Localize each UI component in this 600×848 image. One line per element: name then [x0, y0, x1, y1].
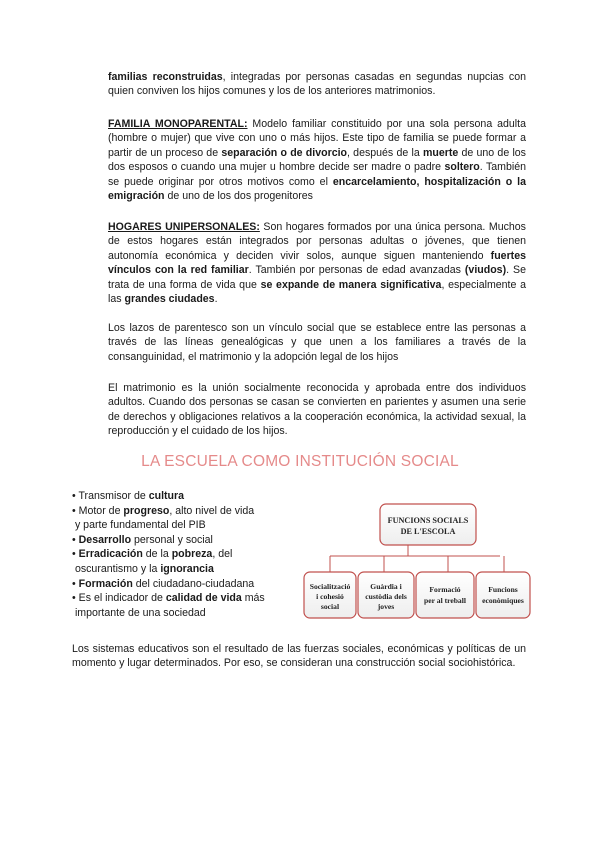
child-1-line-1: Socialització — [309, 582, 351, 591]
child-box-rect — [416, 572, 474, 618]
list-item — [72, 489, 312, 504]
bold-text: se expande de manera significativa — [260, 278, 442, 291]
child-3-line-2: per al treball — [424, 596, 466, 605]
diagram-child-2 — [358, 572, 414, 618]
text: de uno de los dos esposos o cuando una mujer u hombre decide ser madre o padre — [108, 146, 526, 174]
child-3-line-1: Formació — [429, 585, 461, 594]
diagram-root-box — [380, 504, 476, 545]
paragraph-familia-monoparental — [108, 117, 526, 203]
text: , después de la — [347, 146, 423, 159]
bold-text: progreso — [123, 504, 170, 517]
text: , especialmente a las — [108, 278, 526, 306]
bold-text: pobreza — [171, 548, 213, 561]
text: y parte fundamental del PIB — [72, 519, 206, 532]
paragraph-sistemas-educativos: Los sistemas educativos son el resultado de las fuerzas sociales, económicas y políticas de un momento y lugar determinados. Por eso, se consideran una construcción social sociohistórica. — [72, 643, 526, 670]
text: oscurantismo y la — [72, 562, 161, 575]
list-item — [72, 518, 312, 533]
text: . Se trata de una forma de vida que — [108, 264, 526, 291]
bold-text: Erradicación — [78, 548, 143, 561]
diagram-child-4 — [476, 572, 530, 618]
bold-text: encarcelamiento, hospitalización o la emigración — [108, 175, 526, 203]
child-1-line-2: i cohesió — [316, 592, 344, 601]
text: • — [72, 533, 79, 546]
bold-text: muerte — [422, 146, 459, 159]
text: . También se puede originar por otros motivos como el — [108, 161, 526, 188]
functions-diagram — [300, 490, 532, 620]
text: . — [214, 293, 218, 306]
text: . También por personas de edad avanzadas — [248, 264, 465, 277]
text: • Motor de — [72, 504, 124, 517]
paragraph-familias-reconstruidas — [108, 70, 526, 99]
text: de uno de los dos progenitores — [164, 190, 313, 203]
text: Modelo familiar constituido por una sola persona adulta (hombre o mujer) que vive con uno o más hijos. Este tipo de familia se puede formar a partir de un proceso de — [108, 118, 526, 159]
root-line-2: DE L'ESCOLA — [400, 527, 456, 536]
text: • — [72, 548, 79, 561]
text: • Transmisor de — [72, 490, 149, 502]
root-line-1: FUNCIONS SOCIALS — [387, 516, 469, 525]
text: , del — [212, 548, 233, 561]
bold-text: (viudos) — [464, 264, 507, 277]
section-heading: FAMILIA MONOPARENTAL: — [108, 118, 248, 130]
list-item — [72, 562, 312, 577]
bold-text: cultura — [148, 490, 185, 502]
text: del ciudadano-ciudadana — [132, 577, 255, 590]
bold-text: soltero — [444, 161, 480, 174]
child-4-line-1: Funcions — [488, 585, 518, 594]
child-2-line-3: joves — [377, 602, 395, 611]
bold-text: fuertes vínculos con la red familiar — [108, 249, 526, 277]
child-2-line-2: custòdia dels — [365, 592, 407, 601]
text: personal y social — [131, 533, 213, 546]
diagram-child-1 — [304, 572, 356, 618]
bold-text: Formación — [78, 577, 133, 590]
child-4-line-2: econòmiques — [482, 596, 524, 605]
list-item — [72, 606, 312, 621]
section-heading: HOGARES UNIPERSONALES: — [108, 221, 260, 233]
list-item — [72, 504, 312, 519]
list-item — [72, 547, 312, 562]
bold-text: Desarrollo — [78, 533, 132, 546]
paragraph-lazos-parentesco: Los lazos de parentesco son un vínculo social que se establece entre las personas a través de las líneas genealógicas y que unen a los familiares a través de la consanguinidad, el matrimonio y la adopción legal de los hijos — [108, 322, 526, 363]
text: Son hogares formados por una única persona. Muchos de estos hogares están integrados por personas adultas o jóvenes, que tienen autonomía económica y deciden vivir solos, aunque siguen manteniendo — [108, 221, 526, 262]
child-box-rect — [476, 572, 530, 618]
text: , alto nivel de vida — [169, 504, 255, 517]
bullet-list — [72, 489, 312, 620]
text: • Es el indicador de — [72, 592, 166, 605]
section-title: LA ESCUELA COMO INSTITUCIÓN SOCIAL — [141, 453, 459, 470]
list-item — [72, 591, 312, 606]
text: de la — [142, 548, 172, 561]
connector-lines — [330, 545, 504, 572]
bold-text: grandes ciudades — [124, 293, 215, 306]
list-item — [72, 577, 312, 592]
child-1-line-3: social — [320, 602, 340, 611]
bold-text: calidad de vida — [165, 592, 242, 605]
paragraph-hogares-unipersonales — [108, 220, 526, 306]
list-item — [72, 533, 312, 548]
text: importante de una sociedad — [72, 606, 206, 619]
diagram-child-3 — [416, 572, 474, 618]
bold-text: ignorancia — [160, 562, 214, 575]
bold-text: familias reconstruidas — [108, 71, 223, 83]
text: , integradas por personas casadas en segundas nupcias con quien conviven los hijos comunes y los de los anteriores matrimonios. — [108, 71, 526, 98]
text: • — [72, 577, 79, 590]
bold-text: separación o de divorcio — [221, 146, 347, 159]
paragraph-matrimonio: El matrimonio es la unión socialmente reconocida y aprobada entre dos individuos adultos. Cuando dos personas se casan se convierten en parientes y asumen una serie de derechos y obligaciones relativos a la cooperación económica, la actividad sexual, la reproducción y el cuidado de los hijos. — [108, 382, 526, 438]
text: más — [241, 592, 265, 605]
child-2-line-1: Guàrdia i — [370, 582, 402, 591]
